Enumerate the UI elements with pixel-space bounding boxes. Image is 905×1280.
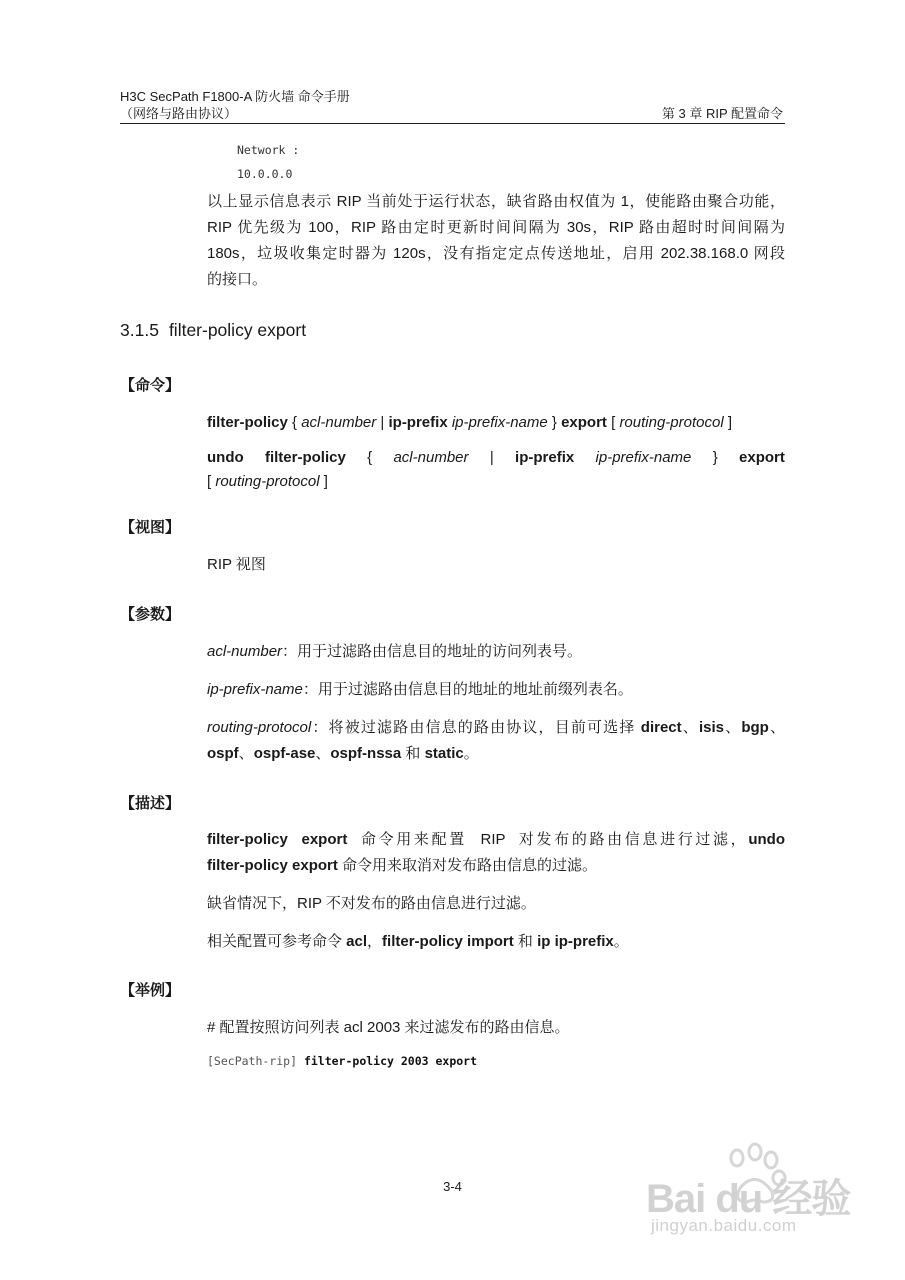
syntax-keyword: filter-policy (264, 449, 346, 466)
syntax-keyword: export (561, 414, 607, 431)
syntax-bracket: ] (319, 473, 328, 490)
summary-paragraph (207, 189, 785, 293)
header-rule (120, 123, 785, 124)
param-text: 和 (401, 745, 425, 762)
syntax-param: ip-prefix-name (595, 449, 692, 466)
syntax-2-line-2 (207, 470, 785, 494)
param-option: ospf-ase (253, 745, 316, 762)
desc-command: acl (346, 933, 368, 950)
label-command: 【命令】 (120, 377, 181, 394)
param-text: ：用于过滤路由信息目的地址的地址前缀列表名。 (302, 681, 633, 698)
example-prompt: [SecPath-rip] (207, 1054, 304, 1068)
syntax-sep: | (489, 449, 494, 466)
command-syntax-2 (207, 446, 785, 494)
desc-default: 缺省情况下，RIP 不对发布的路由信息进行过滤。 (207, 895, 536, 912)
summary-line: 180s，垃圾收集定时器为 120s，没有指定定点传送地址，启用 202.38.168.0 网段 (207, 245, 785, 262)
label-view: 【视图】 (120, 519, 181, 536)
section-number: 3.1.5 (120, 320, 159, 340)
desc-command: filter-policy export (207, 857, 338, 874)
param-text: ：将被过滤路由信息的路由协议，目前可选择 (311, 719, 641, 736)
param-name: routing-protocol (207, 719, 312, 736)
desc-paragraph-1 (207, 827, 785, 879)
header-left (120, 88, 350, 122)
syntax-brace: } (712, 449, 718, 466)
param-text: 。 (463, 745, 479, 762)
syntax-bracket: [ (207, 473, 216, 490)
desc-line-1 (207, 827, 785, 853)
param-rp-line-1 (207, 715, 785, 741)
param-sep: 、 (768, 719, 785, 736)
output-line-1: Network : (237, 143, 300, 157)
summary-line: 以上显示信息表示 RIP 当前处于运行状态，缺省路由权值为 1，使能路由聚合功能， (207, 193, 785, 210)
desc-related (207, 929, 785, 955)
param-acl-number (207, 639, 785, 665)
syntax-brace: } (547, 414, 562, 431)
syntax-brace: { (367, 449, 373, 466)
syntax-param: routing-protocol (215, 473, 320, 490)
summary-line: 的接口。 (207, 271, 268, 288)
section-title (120, 320, 306, 341)
section-name: filter-policy export (168, 320, 307, 340)
param-name: ip-prefix-name (207, 681, 303, 698)
label-params: 【参数】 (120, 606, 181, 623)
param-option: ospf (207, 745, 239, 762)
desc-command: ip ip-prefix (537, 933, 614, 950)
syntax-param: acl-number (301, 414, 377, 431)
param-sep: 、 (724, 719, 742, 736)
param-option: isis (698, 719, 724, 736)
summary-line: RIP 优先级为 100，RIP 路由定时更新时间间隔为 30s，RIP 路由超时时间间隔为 (207, 219, 785, 236)
example-comment: # 配置按照访问列表 acl 2003 来过滤发布的路由信息。 (207, 1019, 570, 1036)
param-rp-line-2 (207, 741, 785, 767)
view-text: RIP 视图 (207, 556, 266, 573)
watermark-logo: Bai du 经验 (646, 1177, 851, 1221)
desc-command: filter-policy import (382, 933, 514, 950)
desc-text: 。 (613, 933, 629, 950)
param-text: ：用于过滤路由信息目的地址的访问列表号。 (282, 643, 583, 660)
example-code (207, 1054, 477, 1068)
output-line-2: 10.0.0.0 (237, 167, 293, 181)
param-ip-prefix-name (207, 677, 785, 703)
syntax-param: ip-prefix-name (451, 414, 548, 431)
param-name: acl-number (207, 643, 283, 660)
desc-line-2 (207, 853, 785, 879)
desc-text: 命令用来配置 RIP 对发布的路由信息进行过滤， (347, 831, 749, 848)
header-chapter: 第 3 章 RIP 配置命令 (661, 106, 783, 121)
param-option: static (424, 745, 464, 762)
desc-command: filter-policy export (207, 831, 348, 848)
syntax-2-line-1 (207, 446, 785, 470)
param-option: direct (640, 719, 682, 736)
desc-text: 和 (513, 933, 538, 950)
syntax-bracket: ] (723, 414, 733, 431)
syntax-sep: | (376, 414, 389, 431)
syntax-keyword: undo (207, 449, 244, 466)
example-command: filter-policy 2003 export (303, 1054, 478, 1068)
syntax-brace: { (287, 414, 302, 431)
page-number: 3-4 (443, 1179, 462, 1194)
command-syntax-1 (207, 410, 785, 436)
param-option: ospf-nssa (330, 745, 402, 762)
syntax-bracket: [ (606, 414, 620, 431)
param-sep: 、 (238, 745, 254, 762)
desc-command: undo (748, 831, 785, 848)
header-subtitle: （网络与路由协议） (120, 106, 238, 121)
desc-text: ， (367, 933, 383, 950)
syntax-keyword: ip-prefix (388, 414, 448, 431)
desc-text: 命令用来取消对发布路由信息的过滤。 (337, 857, 598, 874)
param-sep: 、 (315, 745, 331, 762)
param-option: bgp (741, 719, 769, 736)
syntax-keyword: ip-prefix (515, 449, 575, 466)
syntax-keyword: filter-policy (207, 414, 288, 431)
watermark-url: jingyan.baidu.com (651, 1216, 797, 1235)
param-routing-protocol (207, 715, 785, 767)
label-desc: 【描述】 (120, 795, 181, 812)
syntax-keyword: export (739, 449, 785, 466)
label-example: 【举例】 (120, 982, 181, 999)
header-title: H3C SecPath F1800-A 防火墙 命令手册 (120, 89, 350, 104)
param-sep: 、 (681, 719, 699, 736)
syntax-param: routing-protocol (619, 414, 724, 431)
desc-text: 相关配置可参考命令 (207, 933, 347, 950)
syntax-param: acl-number (393, 449, 469, 466)
